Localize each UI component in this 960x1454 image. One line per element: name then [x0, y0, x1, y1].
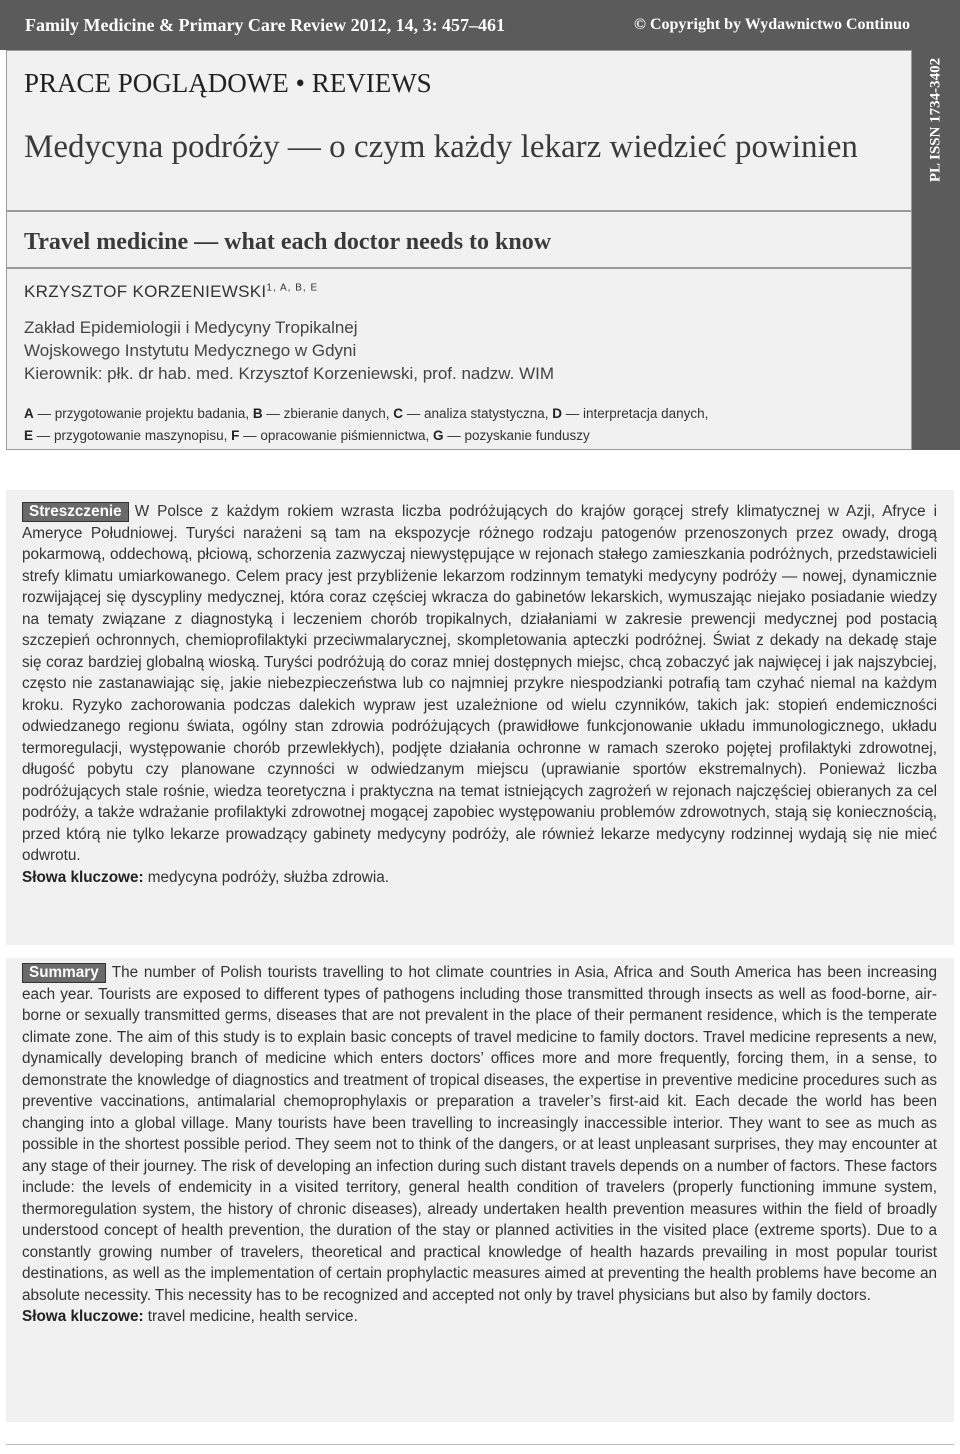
- keywords-polish: [22, 867, 937, 889]
- contrib-key: B: [252, 406, 263, 421]
- copyright-notice: © Copyright by Wydawnictwo Continuo: [634, 16, 910, 33]
- contrib-desc: — pozyskanie funduszy: [443, 428, 590, 443]
- affiliation: [24, 316, 554, 385]
- contrib-desc: — opracowanie piśmiennictwa,: [239, 428, 433, 443]
- contributions-legend: [24, 403, 904, 447]
- abstract-text-polish: W Polsce z każdym rokiem wzrasta liczba podróżujących do krajów gorącej strefy klimatycznej w Azji, Afryce i Ameryce Południowej. Turyści narażeni są tam na ekspozycje różnego rodzaju patogenów przenoszonych przez owady, drogą pokarmową, oddechową, płciową, schorzenia zazwyczaj niewystępujące w rejonach stałego zamieszkania podróżnych, przedstawicieli strefy klimatu umiarkowanego. Celem pracy jest przybliżenie lekarzom rodzinnym tematyki medycyny podróży — nowej, dynamicznie rozwijającej się dyscypliny medycznej, która coraz częściej wkracza do gabinetów lekarskich, wymuszając niejako posiadanie wiedzy na tematy związane z diagnostyką i leczeniem chorób tropikalnych, działaniami w zakresie prewencji medycznej pod postacią szczepień ochronnych, chemioprofilaktyki przeciwmalarycznej, skompletowania apteczki podróżnej. Świat z dekady na dekadę staje się coraz bardziej globalną wioską. Turyści podróżują do coraz mniej dostępnych miejsc, chcą zobaczyć jak najwięcej i jak najszybciej, często nie zastanawiając się, jakie niebezpieczeństwa lub co najmniej przykre niespodzianki potrafią tam czyhać niemal na każdym kroku. Ryzyko zachorowania podczas dalekich wypraw jest uzależnione od wielu czynników, takich jak: stopień endemiczności odwiedzanego regionu świata, ogólny stan zdrowia podróżujących (prawidłowe funkcjonowanie układu immunologicznego, układu termoregulacji, występowanie chorób przewlekłych), podjęte działania ochronne w ramach szeroko pojętej profilaktyki zdrowotnej, długość pobytu czy planowane czynności w odwiedzanym miejscu (uprawianie sportów ekstremalnych). Ponieważ liczba podróżujących stale rośnie, wiedza teoretyczna i praktyczna na temat istniejących zagrożeń w rejonach najczęściej obieranych za cel podróży, a także wdrażanie profilaktyki zdrowotnej mogącej zapobiec występowaniu problemów zdrowotnych, stają się koniecznością, przed którą nie tylko lekarze prowadzący gabinety medycyny podróży, ale również lekarze medycyny rodzinnej wydają się nie mieć odwrotu.: [22, 503, 937, 864]
- title-english: Travel medicine — what each doctor needs to know: [24, 229, 552, 255]
- contrib-desc: — interpretacja danych,: [562, 406, 709, 421]
- section-label: PRACE POGLĄDOWE • REVIEWS: [24, 68, 432, 98]
- contrib-key: C: [393, 406, 403, 421]
- issn-label: PL ISSN 1734-3402: [927, 57, 944, 183]
- author-divider: [6, 267, 912, 269]
- affiliation-line: Wojskowego Instytutu Medycznego w Gdyni: [24, 341, 357, 360]
- contrib-desc: — przygotowanie projektu badania,: [33, 406, 253, 421]
- author-affiliation-marks: 1, A, B, E: [266, 282, 319, 294]
- contrib-key: G: [432, 428, 444, 443]
- abstract-label-english: Summary: [22, 963, 106, 983]
- journal-citation: Family Medicine & Primary Care Review 2012, 14, 3: 457–461: [25, 14, 506, 35]
- author-text: KRZYSZTOF KORZENIEWSKI: [24, 282, 267, 301]
- title-polish: Medycyna podróży — o czym każdy lekarz wiedzieć powinien: [24, 129, 858, 165]
- abstract-label-polish: Streszczenie: [22, 502, 129, 522]
- contrib-key: F: [231, 428, 240, 443]
- affiliation-line: Zakład Epidemiologii i Medycyny Tropikalnej: [24, 318, 358, 337]
- contrib-key: D: [552, 406, 563, 421]
- contrib-desc: — przygotowanie maszynopisu,: [33, 428, 232, 443]
- keywords-english: [22, 1306, 937, 1328]
- affiliation-line: Kierownik: płk. dr hab. med. Krzysztof Korzeniewski, prof. nadzw. WIM: [24, 364, 555, 383]
- contrib-desc: — analiza statystyczna,: [402, 406, 553, 421]
- contrib-desc: — zbieranie danych,: [262, 406, 394, 421]
- keywords-label: Słowa kluczowe:: [22, 868, 144, 886]
- author-name: [24, 282, 318, 302]
- keywords-label: Słowa kluczowe:: [22, 1308, 144, 1325]
- abstract-english: [6, 958, 954, 1422]
- abstract-polish: [6, 490, 954, 945]
- page-footer-rule: [6, 1444, 954, 1445]
- abstract-text-english: The number of Polish tourists travelling to hot climate countries in Asia, Africa and South America has been increasing each year. Tourists are exposed to different types of pathogens including those transmitted through insects as well as food-borne, air-borne or sexually transmitted germs, diseases that are not prevalent in the place of their permanent residence, which is the temperate climate zone. The aim of this study is to explain basic concepts of travel medicine to family doctors. Travel medicine represents a new, dynamically developing branch of medicine which enters doctors’ offices more and more frequently, forcing them, in a sense, to demonstrate the knowledge of diagnostics and treatment of tropical diseases, the expertise in preventive medicine procedures such as preventive vaccinations, antimalarial chemoprophylaxis or preparation a traveler’s first-aid kit. Each decade the world has been changing into a global village. Many tourists have been travelling to increasingly inaccessible interior. They want to see as much as possible in the shortest possible period. They seem not to think of the dangers, or at least unpleasant surprises, they may encounter at any stage of their journey. The risk of developing an infection during such distant travels depends on a number of factors. These factors include: the levels of endemicity in a visited territory, general health condition of travelers (properly functioning immune system, thermoregulation system, the history of chronic diseases), already undertaken health prevention measures within the field of broadly understood concept of health prevention, the duration of the stay or planned activities in the visited place (extreme sports). Due to a constantly growing number of travelers, theoretical and practical knowledge of health hazards prevailing in most popular tourist destinations, as well as the implementation of certain prophylactic measures aimed at preventing the health problems have become an absolute necessity. This necessity has to be recognized and accepted not only by travel physicians but also by family doctors.: [22, 964, 937, 1304]
- keywords-text: medycyna podróży, służba zdrowia.: [143, 868, 389, 886]
- title-divider: [6, 210, 912, 212]
- keywords-text: travel medicine, health service.: [143, 1308, 358, 1325]
- journal-header-bar: [0, 0, 960, 50]
- contrib-key: A: [24, 406, 34, 421]
- contrib-key: E: [24, 428, 34, 443]
